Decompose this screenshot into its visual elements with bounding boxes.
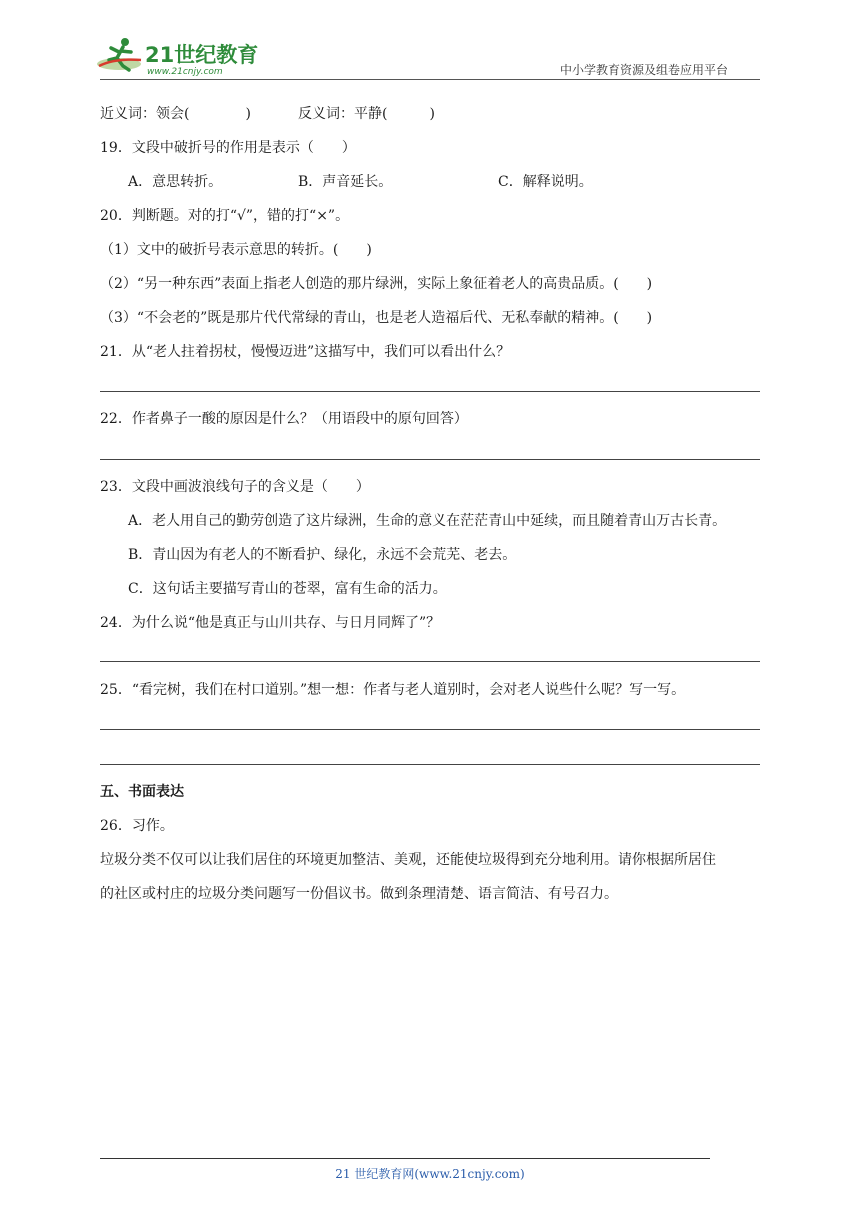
q23-option-a: A．老人用自己的勤劳创造了这片绿洲，生命的意义在茫茫青山中延续，而且随着青山万古长青。: [128, 513, 727, 529]
q19-option-b: B．声音延长。: [298, 174, 393, 190]
q23-option-c: C．这句话主要描写青山的苍翠，富有生命的活力。: [128, 581, 447, 597]
answer-line: [100, 459, 760, 460]
antonym-line: 反义词：平静( ): [298, 106, 435, 122]
footer-link[interactable]: 21 世纪教育网(www.21cnjy.com): [335, 1167, 525, 1181]
question-21: 21．从“老人拄着拐杖，慢慢迈进”这描写中，我们可以看出什么？: [100, 344, 511, 360]
answer-line: [100, 391, 760, 392]
answer-line: [100, 661, 760, 662]
header-platform-text: 中小学教育资源及组卷应用平台: [560, 63, 729, 77]
answer-line: [100, 729, 760, 730]
runner-logo-icon: [95, 36, 265, 78]
question-22: 22．作者鼻子一酸的原因是什么？（用语段中的原句回答）: [100, 411, 468, 427]
answer-line: [100, 764, 760, 765]
svg-text:21世纪教育: 21世纪教育: [145, 43, 259, 67]
question-24: 24．为什么说“他是真正与山川共存、与日月同辉了”？: [100, 615, 441, 631]
footer-divider: [100, 1158, 710, 1159]
q23-option-b: B．青山因为有老人的不断看护、绿化，永远不会荒芜、老去。: [128, 547, 517, 563]
q20-item-3: （3）“不会老的”既是那片代代常绿的青山，也是老人造福后代、无私奉献的精神。( ): [100, 310, 653, 326]
synonym-line: 近义词：领会( ): [100, 106, 251, 122]
question-19: 19．文段中破折号的作用是表示（ ）: [100, 140, 356, 156]
q19-option-a: A．意思转折。: [128, 174, 223, 190]
site-logo: [95, 36, 265, 78]
section-5-heading: 五、书面表达: [100, 784, 184, 800]
svg-text:www.21cnjy.com: www.21cnjy.com: [147, 67, 223, 77]
question-23: 23．文段中画波浪线句子的含义是（ ）: [100, 479, 370, 495]
q20-item-1: （1）文中的破折号表示意思的转折。( ): [100, 242, 372, 258]
essay-prompt-line-1: 垃圾分类不仅可以让我们居住的环境更加整洁、美观，还能使垃圾得到充分地利用。请你根据所居住: [100, 852, 716, 868]
question-20: 20．判断题。对的打“√”，错的打“×”。: [100, 208, 350, 224]
question-25: 25．“看完树，我们在村口道别。”想一想：作者与老人道别时，会对老人说些什么呢？写一写。: [100, 682, 686, 698]
q20-item-2: （2）“另一种东西”表面上指老人创造的那片绿洲，实际上象征着老人的高贵品质。( ): [100, 276, 653, 292]
essay-prompt-line-2: 的社区或村庄的垃圾分类问题写一份倡议书。做到条理清楚、语言简洁、有号召力。: [100, 886, 618, 902]
q19-option-c: C．解释说明。: [498, 174, 593, 190]
question-26: 26．习作。: [100, 818, 174, 834]
header-divider: [100, 79, 760, 80]
